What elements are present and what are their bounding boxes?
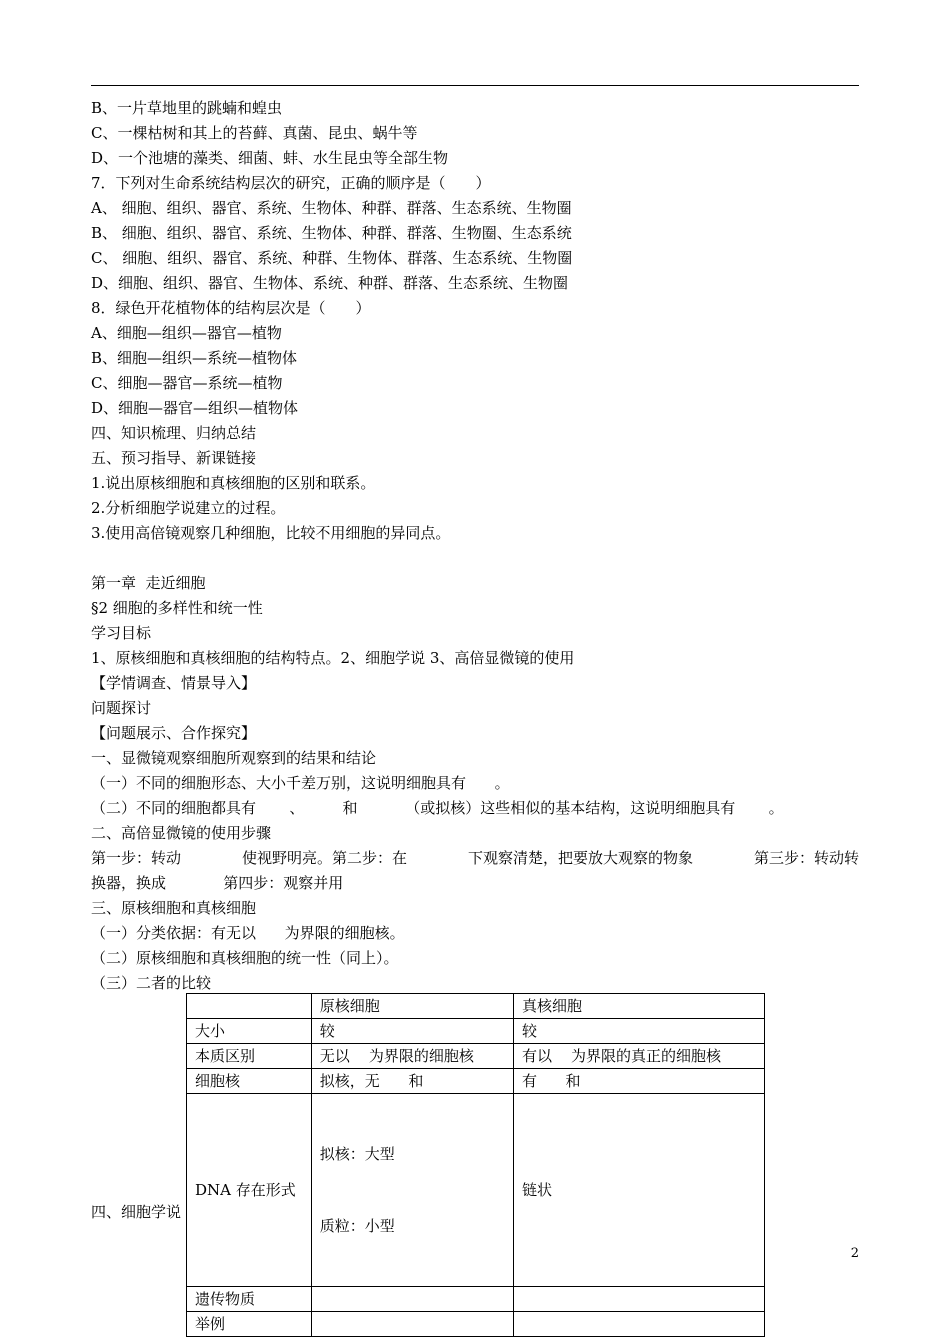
section-heading: 二、高倍显微镜的使用步骤	[91, 824, 272, 842]
table-cell: 有 和	[513, 1069, 764, 1094]
table-header-prokaryote: 原核细胞	[311, 994, 513, 1019]
text-line: （一）不同的细胞形态、大小千差万别，这说明细胞具有 。	[91, 774, 510, 792]
question-7: 7．下列对生命系统结构层次的研究，正确的顺序是（ ）	[91, 174, 491, 192]
header-rule	[91, 85, 859, 86]
table-row	[187, 1094, 765, 1287]
text-line: B、细胞—组织—系统—植物体	[91, 349, 298, 367]
section-heading: 三、原核细胞和真核细胞	[91, 899, 257, 917]
text-line: D、细胞、组织、器官、生物体、系统、种群、群落、生态系统、生物圈	[91, 274, 569, 292]
table-cell: 链状	[513, 1094, 764, 1287]
comparison-table	[186, 993, 765, 1337]
lesson-title: §2 细胞的多样性和统一性	[91, 599, 263, 617]
table-cell: 无以 为界限的细胞核	[311, 1044, 513, 1069]
text-line: （一）分类依据：有无以 为界限的细胞核。	[91, 924, 405, 942]
text-line: B、一片草地里的跳蝻和蝗虫	[91, 99, 283, 117]
text-line: A、细胞—组织—器官—植物	[91, 324, 282, 342]
table-cell: DNA 存在形式	[187, 1094, 312, 1287]
text-line: 换器，换成 第四步：观察并用	[91, 874, 344, 892]
text-line: B、 细胞、组织、器官、系统、生物体、种群、群落、生物圈、生态系统	[91, 224, 572, 242]
section-heading: 【学情调查、情景导入】	[91, 674, 257, 692]
table-cell: 举例	[187, 1312, 312, 1337]
text-line: （二）不同的细胞都具有 、 和 （或拟核）这些相似的基本结构，这说明细胞具有 。	[91, 799, 784, 817]
text-line: C、细胞—器官—系统—植物	[91, 374, 283, 392]
table-row	[187, 1312, 765, 1337]
table-cell: 有以 为界限的真正的细胞核	[513, 1044, 764, 1069]
section-heading: 【问题展示、合作探究】	[91, 724, 257, 742]
chapter-title: 第一章 走近细胞	[91, 574, 206, 592]
section-heading: 五、预习指导、新课链接	[91, 449, 257, 467]
table-cell: 拟核，无 和	[311, 1069, 513, 1094]
table-header-eukaryote: 真核细胞	[513, 994, 764, 1019]
text-line: 2.分析细胞学说建立的过程。	[91, 499, 286, 517]
table-cell	[311, 1312, 513, 1337]
step-part: 第三步：转动转	[753, 849, 859, 867]
table-row	[187, 1019, 765, 1044]
document-body	[91, 96, 859, 996]
table-row	[187, 1069, 765, 1094]
table-cell: 细胞核	[187, 1069, 312, 1094]
table-cell: 遗传物质	[187, 1287, 312, 1312]
table-cell: 较	[311, 1019, 513, 1044]
table-cell	[513, 1312, 764, 1337]
section-heading: 四、细胞学说	[91, 1203, 182, 1221]
text-line: （二）原核细胞和真核细胞的统一性（同上）。	[91, 949, 399, 967]
step-line	[91, 846, 859, 871]
text-line: 1、原核细胞和真核细胞的结构特点。2、细胞学说 3、高倍显微镜的使用	[91, 649, 575, 667]
section-heading: 学习目标	[91, 624, 152, 642]
table-cell: 较	[513, 1019, 764, 1044]
section-heading: 一、显微镜观察细胞所观察到的结果和结论	[91, 749, 377, 767]
text-line: D、一个池塘的藻类、细菌、蚌、水生昆虫等全部生物	[91, 149, 449, 167]
table-cell-line: 拟核：大型	[319, 1145, 395, 1163]
text-line: C、 细胞、组织、器官、系统、种群、生物体、群落、生态系统、生物圈	[91, 249, 573, 267]
section-heading: 四、知识梳理、归纳总结	[91, 424, 257, 442]
table-cell	[311, 1287, 513, 1312]
text-line: 3.使用高倍镜观察几种细胞，比较不用细胞的异同点。	[91, 524, 451, 542]
question-8: 8．绿色开花植物体的结构层次是（ ）	[91, 299, 371, 317]
table-cell: 大小	[187, 1019, 312, 1044]
text-line: C、一棵枯树和其上的苔藓、真菌、昆虫、蜗牛等	[91, 124, 418, 142]
table-cell	[187, 994, 312, 1019]
table-cell-line: 质粒：小型	[319, 1217, 395, 1235]
text-line: 问题探讨	[91, 699, 152, 717]
table-header-row	[187, 994, 765, 1019]
step-part: 第一步：转动	[91, 849, 182, 867]
table-cell	[311, 1094, 513, 1287]
text-line: D、细胞—器官—组织—植物体	[91, 399, 299, 417]
blank-line	[91, 546, 859, 571]
table-cell	[513, 1287, 764, 1312]
text-line: A、 细胞、组织、器官、系统、生物体、种群、群落、生态系统、生物圈	[91, 199, 572, 217]
table-row	[187, 1044, 765, 1069]
text-line: （三）二者的比较	[91, 974, 212, 992]
step-part: 使视野明亮。第二步：在	[241, 849, 407, 867]
page-number: 2	[850, 1246, 859, 1261]
table-cell: 本质区别	[187, 1044, 312, 1069]
text-line: 1.说出原核细胞和真核细胞的区别和联系。	[91, 474, 376, 492]
step-part: 下观察清楚，把要放大观察的物象	[467, 849, 693, 867]
table-row	[187, 1287, 765, 1312]
